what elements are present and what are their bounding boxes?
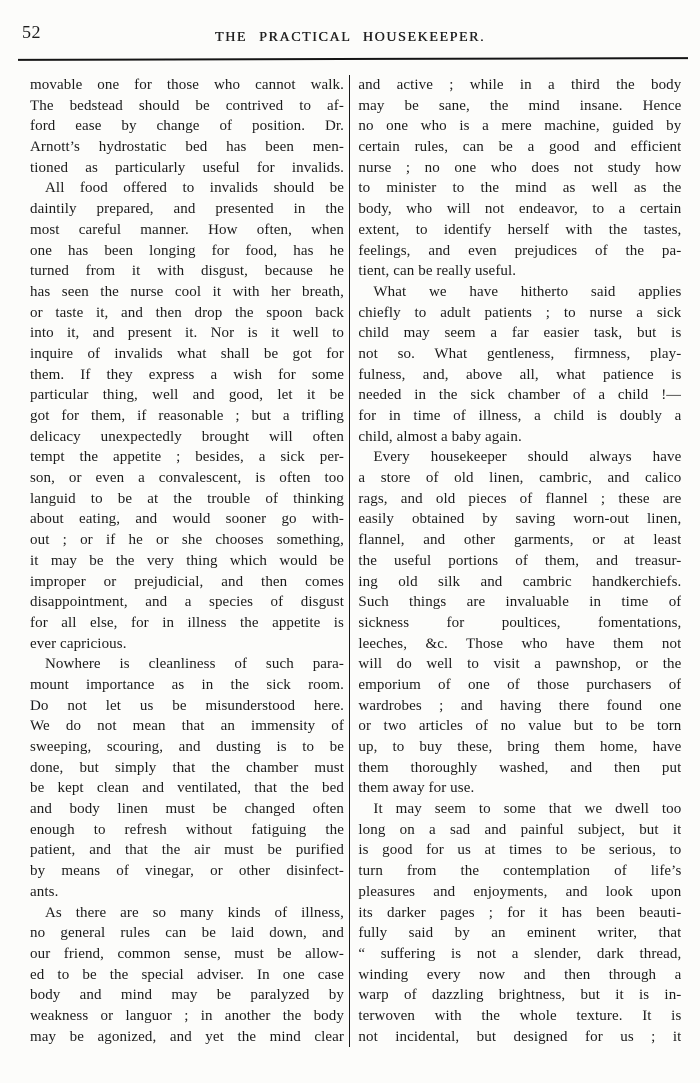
text-line: be kept clean and ventilated, that the bed (30, 780, 344, 797)
text-line: As there are so many kinds of illness, (45, 904, 344, 921)
text-line: not so. What gentleness, firmness, play- (358, 345, 682, 362)
text-line: All food offered to invalids should be (45, 180, 344, 197)
column-divider-rule (349, 75, 350, 1047)
text-line: no general rules can be laid down, and (30, 925, 344, 942)
text-line: no one who is a mere machine, guided by (358, 118, 682, 135)
text-line: patient, and that the air must be purified (30, 842, 344, 859)
text-line: sickness for poultices, fomentations, (358, 614, 682, 631)
text-line: chiefly to adult patients ; to nurse a sick (358, 304, 682, 321)
text-line: mount importance as in the sick room. (30, 676, 344, 693)
text-line: got for them, if reasonable ; but a trifling (30, 408, 344, 424)
text-line: easily obtained by saving worn-out linen, (358, 511, 682, 528)
text-line: for all else, for in illness the appetite is (30, 614, 344, 631)
text-line: emporium of one of those purchasers of (358, 676, 682, 693)
text-line: Arnott’s hydrostatic bed has been men- (30, 139, 344, 156)
text-line: done, but simply that the chamber must (30, 759, 344, 776)
text-line: child may seem a far easier task, but is (358, 325, 682, 342)
text-line: improper or prejudicial, and then comes (30, 573, 344, 590)
text-line: has seen the nurse cool it with her breath, (30, 283, 344, 300)
text-line: warp of dazzling brightness, but it is in- (358, 987, 682, 1004)
text-line: its darker pages ; for it has been beauti- (358, 904, 682, 921)
text-line: out ; or if he or she chooses something, (30, 532, 344, 549)
text-line: Every housekeeper should always have (373, 449, 682, 466)
text-line: enough to refresh without fatiguing the (30, 821, 344, 838)
text-line: or taste it, and then drop the spoon back (30, 304, 344, 321)
running-title: THE PRACTICAL HOUSEKEEPER. (214, 30, 486, 45)
text-line: ed to be the special adviser. In one case (30, 966, 344, 983)
text-line: is good for us at times to be serious, to (358, 842, 682, 859)
text-line: Such things are invaluable in time of (358, 594, 682, 611)
text-line: ford ease by change of position. Dr. (30, 118, 344, 135)
text-line: leeches, &c. Those who have them not (358, 635, 682, 652)
text-line: will do well to visit a pawnshop, or the (358, 656, 682, 673)
text-line: inquire of invalids what shall be got for (30, 345, 344, 362)
header-rule (18, 57, 688, 61)
text-line: pleasures and enjoyments, and look upon (358, 883, 682, 900)
text-line: rags, and old pieces of flannel ; these are (358, 490, 682, 507)
text-line: tioned as particularly useful for invalids. (30, 159, 344, 176)
text-line: to minister to the mind as well as the (358, 180, 682, 197)
text-line: a store of old linen, cambric, and calico (358, 470, 682, 487)
text-line: daintily prepared, and presented in the (30, 201, 344, 218)
text-line: one has been longing for food, has he (30, 242, 344, 259)
text-line: may be sane, the mind insane. Hence (358, 97, 682, 114)
text-line: tempt the appetite ; besides, a sick per- (30, 449, 344, 466)
text-line: It may seem to some that we dwell too (373, 801, 682, 818)
text-line: feelings, and even prejudices of the pa- (358, 242, 682, 259)
text-line: turned from it with disgust, because he (30, 263, 344, 280)
text-line: particular thing, well and good, let it be (30, 387, 344, 404)
text-line: ever capricious. (30, 635, 127, 652)
text-line: our friend, common sense, must be allow- (30, 945, 344, 962)
text-line: Do not let us be misunderstood here. (30, 697, 344, 714)
text-line: languid to be at the trouble of thinking (30, 490, 344, 507)
text-line: disappointment, and a species of disgust (30, 594, 344, 611)
text-line: movable one for those who cannot walk. (30, 77, 344, 93)
text-columns (30, 75, 682, 1047)
text-line: it may be the very thing which would be (30, 552, 344, 569)
text-line: fully said by an eminent writer, that (358, 925, 682, 942)
text-line: and body linen must be changed often (30, 801, 344, 818)
text-line: needed in the sick chamber of a child !— (358, 387, 682, 404)
text-line: terwoven with the whole texture. It is (358, 1007, 682, 1024)
text-line: Nowhere is cleanliness of such para- (45, 656, 344, 673)
text-line: by means of vinegar, or other disinfect- (30, 863, 344, 880)
text-line: not incidental, but designed for us ; it (358, 1028, 682, 1045)
text-line: weakness or languor ; in another the body (30, 1007, 344, 1024)
text-line: fulness, and, above all, what patience is (358, 366, 682, 383)
text-line: up, to buy these, bring them home, have (358, 739, 682, 755)
text-line: body, who will not endeavor, to a certain (358, 201, 682, 218)
text-line: child, almost a baby again. (358, 428, 522, 445)
text-line: into it, and present it. Nor is it well to (30, 325, 344, 342)
text-line: about eating, and would sooner go with- (30, 511, 344, 528)
text-line: What we have hitherto said applies (373, 283, 682, 300)
text-line: and active ; while in a third the body (358, 77, 682, 93)
text-line: sweeping, scouring, and dusting is to be (30, 739, 344, 755)
text-line: for in time of illness, a child is doubly a (358, 408, 682, 424)
text-line: nurse ; no one who does not study how (358, 159, 682, 176)
text-line: or two articles of no value but to be torn (358, 718, 682, 735)
text-line: delicacy unexpectedly brought will often (30, 428, 344, 445)
text-line: extent, to identify herself with the tastes, (358, 221, 682, 238)
text-line: them. If they express a wish for some (30, 366, 344, 383)
text-line: most careful manner. How often, when (30, 221, 344, 238)
text-line: the useful portions of them, and treasur- (358, 552, 682, 569)
column-right (358, 75, 681, 1047)
text-line: son, or even a convalescent, is often too (30, 470, 344, 487)
text-line: body and mind may be paralyzed by (30, 987, 344, 1004)
text-line: long on a sad and painful subject, but it (358, 821, 682, 838)
text-line: flannel, and other garments, or at least (358, 532, 682, 549)
text-line: wardrobes ; and having there found one (358, 697, 682, 714)
text-line: The bedstead should be contrived to af- (30, 97, 344, 114)
text-line: may be agonized, and yet the mind clear (30, 1028, 344, 1045)
text-line: winding every now and then through a (358, 966, 682, 983)
text-line: ants. (30, 883, 59, 900)
text-line: “ suffering is not a slender, dark thread, (358, 945, 682, 962)
text-line: them thoroughly washed, and then put (358, 759, 682, 776)
text-line: turn from the contemplation of life’s (358, 863, 682, 880)
page-number: 52 (22, 22, 41, 42)
text-line: We do not mean that an immensity of (30, 718, 344, 735)
text-line: ing old silk and cambric handkerchiefs. (358, 573, 682, 590)
text-line: certain rules, can be a good and efficient (358, 139, 682, 156)
text-line: them away for use. (358, 780, 475, 797)
column-left (30, 75, 344, 1047)
text-line: tient, can be really useful. (358, 263, 517, 280)
